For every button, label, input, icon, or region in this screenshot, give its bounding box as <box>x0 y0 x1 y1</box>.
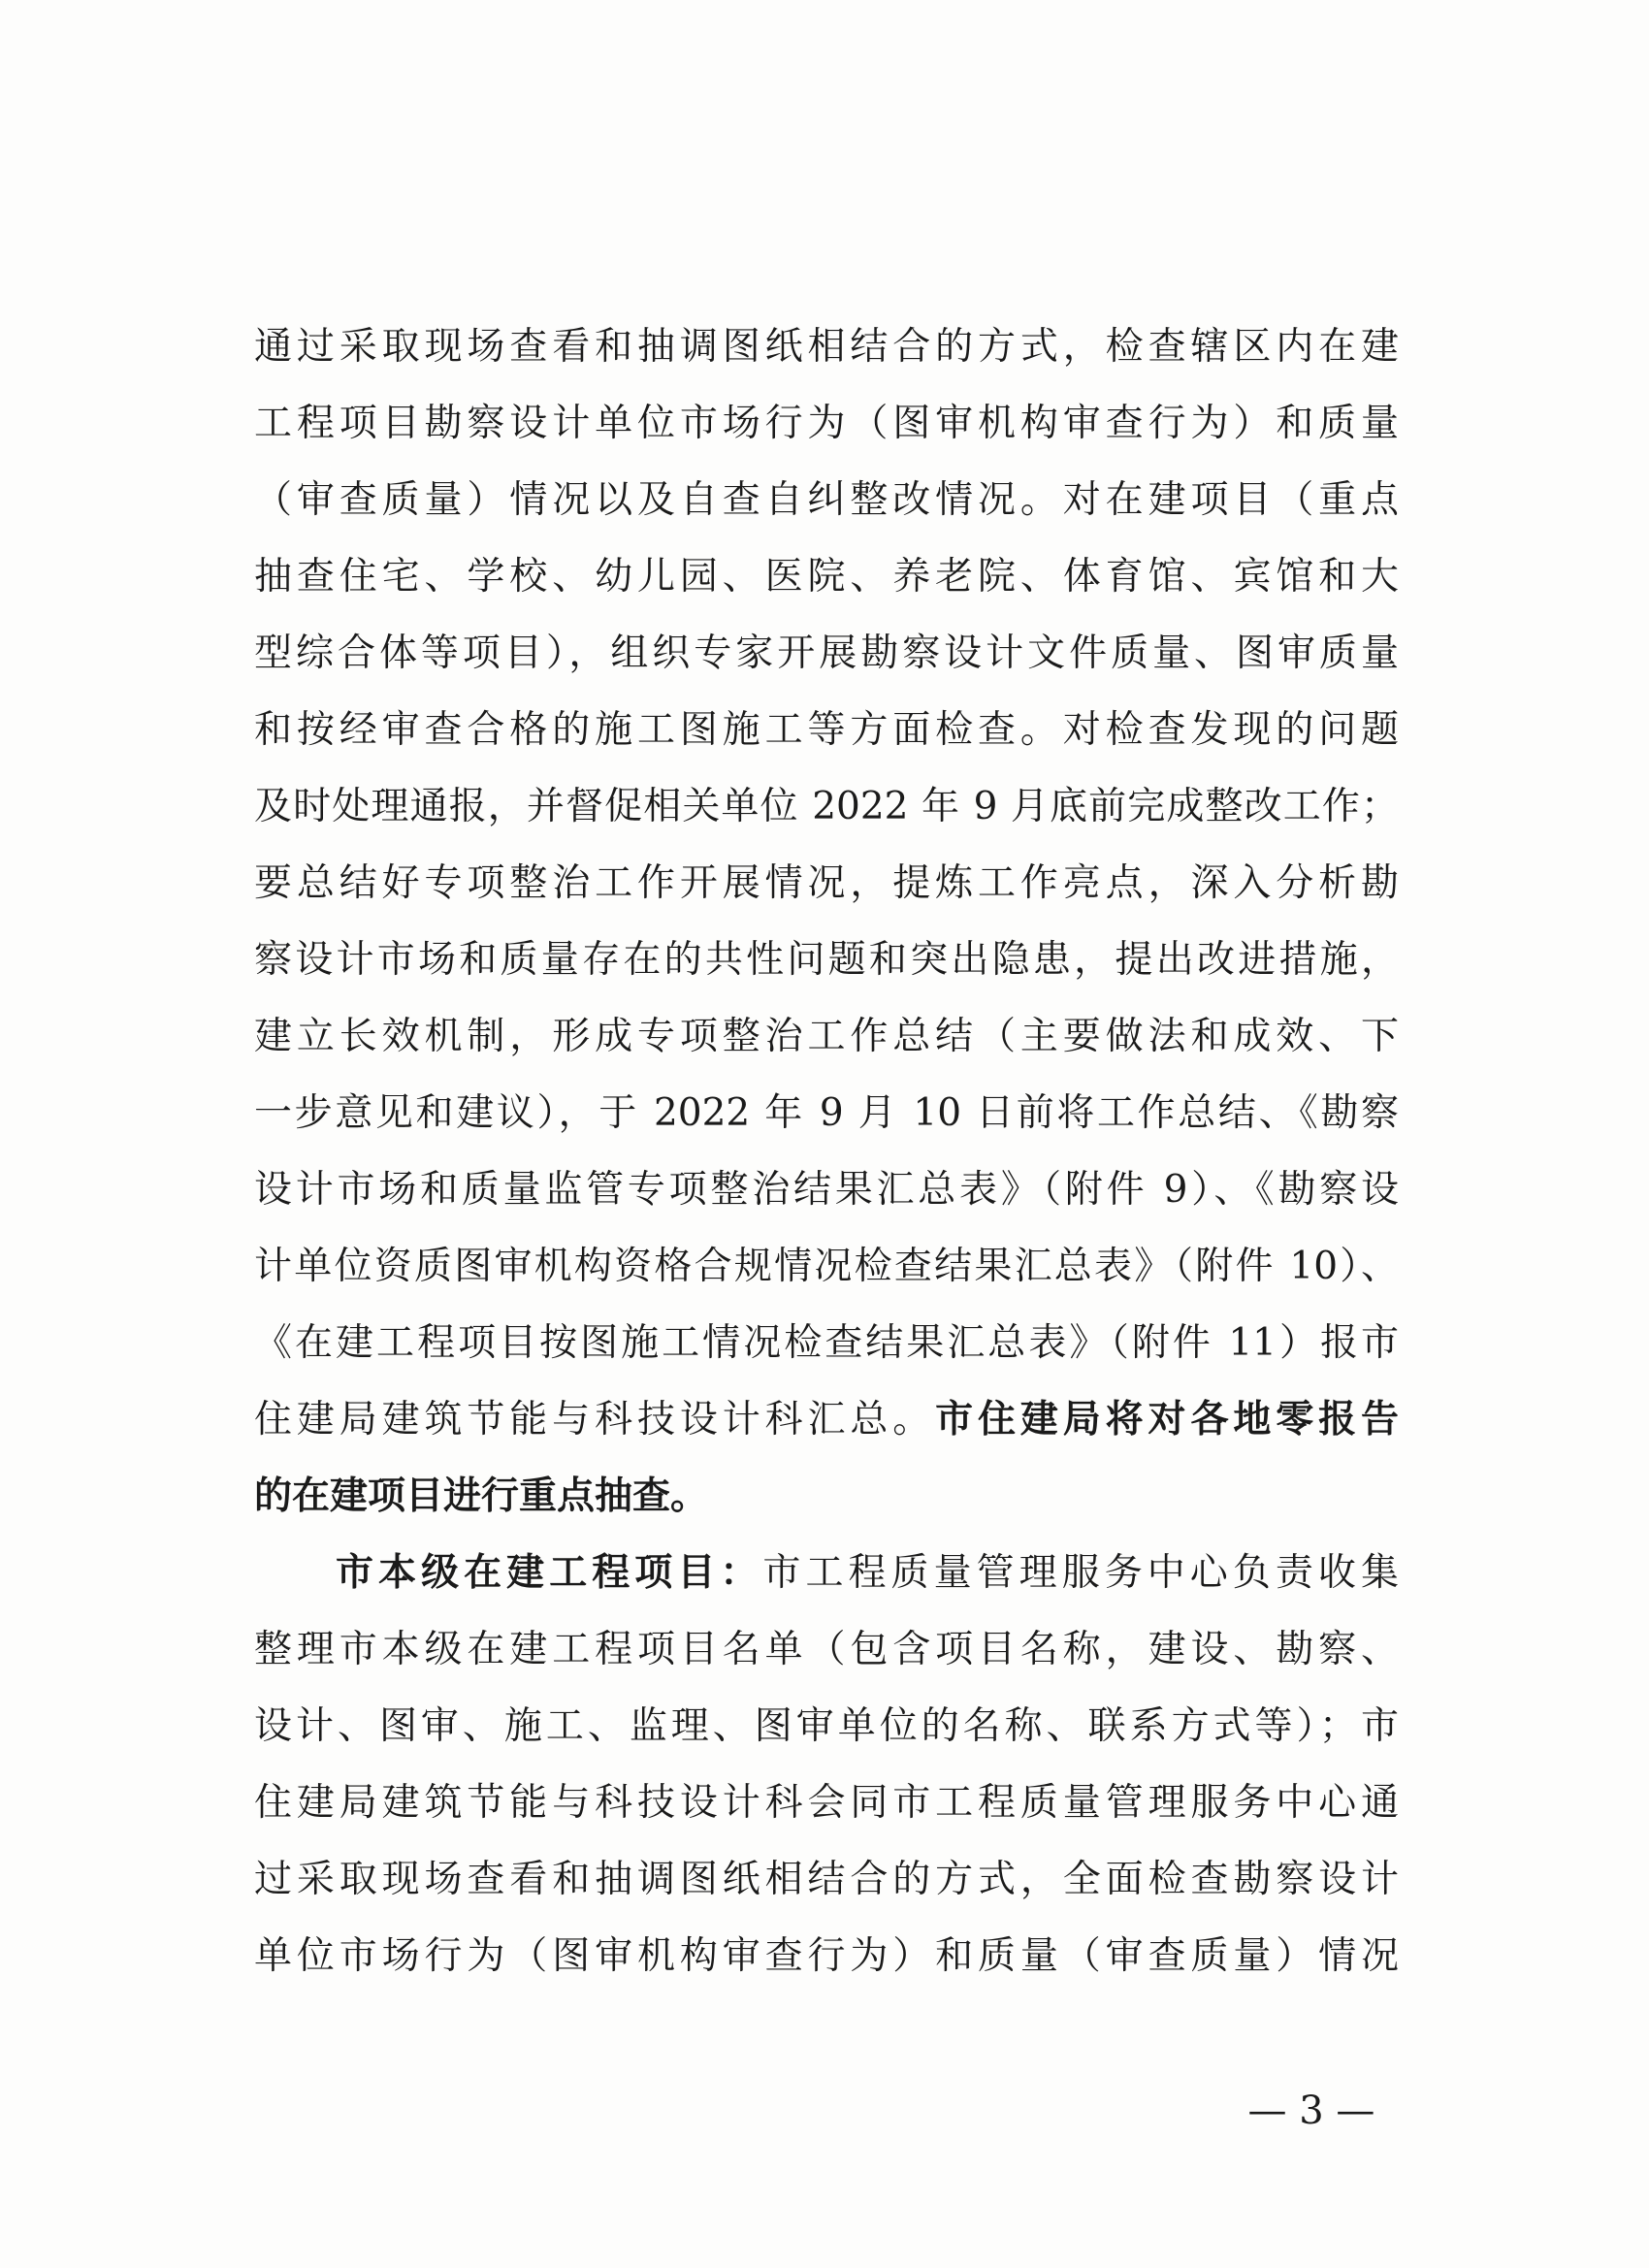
text-line: 及时处理通报，并督促相关单位 2022 年 9 月底前完成整改工作； <box>254 785 1399 828</box>
text-line: 工程项目勘察设计单位市场行为（图审机构审查行为）和质量 <box>254 402 1399 445</box>
text-line: 型综合体等项目），组织专家开展勘察设计文件质量、图审质量 <box>254 632 1399 675</box>
text-line: 通过采取现场查看和抽调图纸相结合的方式，检查辖区内在建 <box>254 325 1399 369</box>
body-text <box>254 308 1399 1994</box>
text-span: 住建局建筑节能与科技设计科汇总。 <box>254 1398 936 1442</box>
bold-text-span: 市住建局将对各地零报告 <box>935 1397 1399 1442</box>
text-line: 设计、图审、施工、监理、图审单位的名称、联系方式等）；市 <box>254 1704 1399 1748</box>
text-line: 抽查住宅、学校、幼儿园、医院、养老院、体育馆、宾馆和大 <box>254 555 1399 599</box>
paragraph-start-line <box>254 1535 1399 1611</box>
text-line: 计单位资质图审机构资格合规情况检查结果汇总表》（附件 10）、 <box>254 1245 1399 1288</box>
text-line: 和按经审查合格的施工图施工等方面检查。对检查发现的问题 <box>254 708 1399 752</box>
section-heading-inline: 市本级在建工程项目： <box>336 1550 763 1595</box>
page-number: — 3 — <box>1247 2089 1375 2133</box>
text-line: 设计市场和质量监管专项整治结果汇总表》（附件 9）、《勘察设 <box>254 1168 1399 1212</box>
text-line: 过采取现场查看和抽调图纸相结合的方式，全面检查勘察设计 <box>254 1858 1399 1901</box>
text-line: 要总结好专项整治工作开展情况，提炼工作亮点，深入分析勘 <box>254 861 1399 905</box>
text-line: 一步意见和建议），于 2022 年 9 月 10 日前将工作总结、《勘察 <box>254 1091 1399 1135</box>
text-line: （审查质量）情况以及自查自纠整改情况。对在建项目（重点 <box>254 478 1399 522</box>
text-line: 整理市本级在建工程项目名单（包含项目名称，建设、勘察、 <box>254 1628 1399 1671</box>
text-line: 《在建工程项目按图施工情况检查结果汇总表》（附件 11）报市 <box>254 1321 1399 1365</box>
text-line: 单位市场行为（图审机构审查行为）和质量（审查质量）情况 <box>254 1934 1399 1978</box>
text-line: 建立长效机制，形成专项整治工作总结（主要做法和成效、下 <box>254 1015 1399 1058</box>
text-line: 的在建项目进行重点抽查。 <box>254 1474 709 1518</box>
text-line <box>254 1381 1399 1458</box>
text-span: 市工程质量管理服务中心负责收集 <box>762 1551 1399 1595</box>
text-line: 察设计市场和质量存在的共性问题和突出隐患，提出改进措施， <box>254 938 1399 982</box>
text-line: 住建局建筑节能与科技设计科会同市工程质量管理服务中心通 <box>254 1781 1399 1825</box>
